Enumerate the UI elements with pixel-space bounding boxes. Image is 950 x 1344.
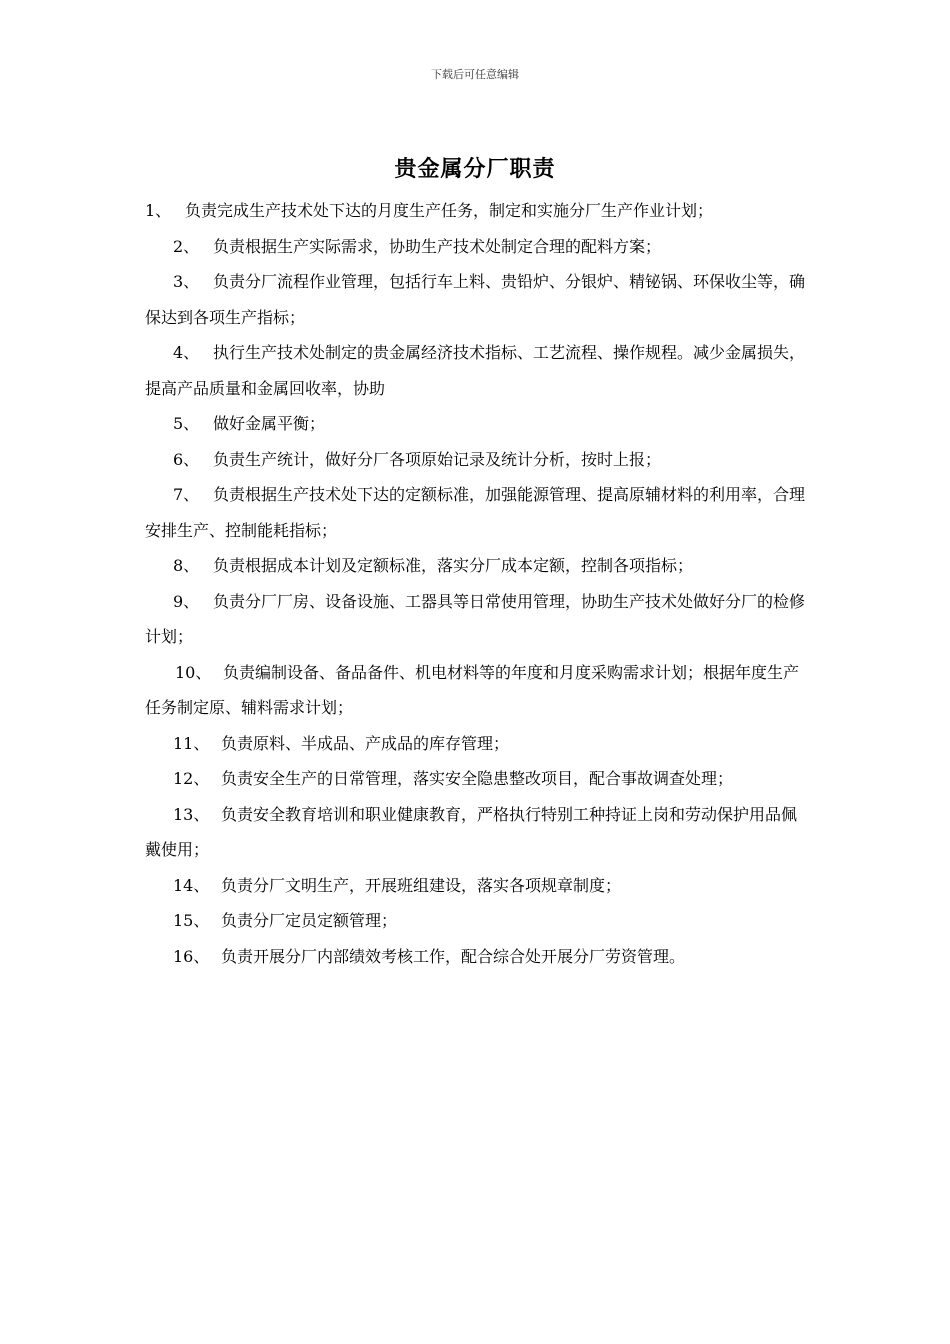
item-text: 负责分厂文明生产，开展班组建设，落实各项规章制度；	[221, 875, 622, 895]
list-item	[145, 477, 809, 548]
item-text: 负责根据成本计划及定额标准，落实分厂成本定额，控制各项指标；	[213, 556, 694, 575]
list-item	[145, 903, 809, 939]
item-number: 12、	[173, 769, 210, 788]
document-title: 贵金属分厂职责	[394, 156, 556, 182]
item-text: 负责安全生产的日常管理，落实安全隐患整改项目，配合事故调查处理；	[221, 769, 734, 788]
item-number: 8、	[173, 556, 200, 575]
item-number: 2、	[173, 236, 200, 256]
item-number: 13、	[173, 804, 210, 824]
header-note: 下载后可任意编辑	[431, 68, 519, 81]
list-item	[145, 584, 809, 655]
document-body	[145, 193, 809, 974]
item-text: 负责分厂流程作业管理，包括行车上料、贵铅炉、分银炉、精铋锅、环保收尘等，确保达到各项生产指标；	[145, 272, 806, 327]
item-text: 负责根据生产实际需求，协助生产技术处制定合理的配料方案；	[213, 236, 662, 256]
item-text: 做好金属平衡；	[213, 414, 326, 433]
list-item	[145, 939, 809, 975]
item-number: 1、	[145, 201, 172, 220]
item-text: 负责完成生产技术处下达的月度生产任务，制定和实施分厂生产作业计划；	[185, 201, 714, 220]
list-item	[145, 761, 809, 797]
list-item	[145, 193, 809, 229]
list-item	[145, 406, 809, 442]
list-item	[145, 655, 809, 726]
list-item	[145, 868, 809, 904]
list-item	[145, 264, 809, 335]
list-item	[145, 442, 809, 478]
list-item	[145, 797, 809, 868]
item-number: 10、	[175, 662, 212, 682]
item-text: 负责开展分厂内部绩效考核工作，配合综合处开展分厂劳资管理。	[221, 946, 686, 966]
item-number: 11、	[173, 733, 210, 753]
item-number: 4、	[173, 343, 200, 362]
item-text: 负责编制设备、备品备件、机电材料等的年度和月度采购需求计划；根据年度生产任务制定原、辅料需求计划；	[145, 662, 800, 717]
item-number: 15、	[173, 911, 210, 930]
list-item	[145, 335, 809, 406]
item-text: 负责原料、半成品、产成品的库存管理；	[221, 733, 510, 753]
list-item	[145, 548, 809, 584]
item-number: 6、	[173, 449, 200, 469]
item-text: 负责生产统计，做好分厂各项原始记录及统计分析，按时上报；	[213, 449, 662, 469]
list-item	[145, 229, 809, 265]
item-text: 负责分厂定员定额管理；	[221, 911, 398, 930]
item-number: 9、	[173, 591, 200, 611]
item-text: 负责根据生产技术处下达的定额标准，加强能源管理、提高原辅材料的利用率，合理安排生产、控制能耗指标；	[145, 485, 806, 540]
list-item	[145, 726, 809, 762]
item-number: 3、	[173, 272, 200, 291]
item-text: 负责安全教育培训和职业健康教育，严格执行特别工种持证上岗和劳动保护用品佩戴使用；	[145, 804, 798, 859]
item-text: 负责分厂厂房、设备设施、工器具等日常使用管理，协助生产技术处做好分厂的检修计划；	[145, 591, 806, 646]
item-number: 14、	[173, 875, 210, 895]
item-number: 5、	[173, 414, 200, 433]
item-number: 16、	[173, 946, 210, 966]
item-text: 执行生产技术处制定的贵金属经济技术指标、工艺流程、操作规程。减少金属损失，提高产品质量和金属回收率，协助	[145, 343, 806, 398]
item-number: 7、	[173, 485, 200, 504]
